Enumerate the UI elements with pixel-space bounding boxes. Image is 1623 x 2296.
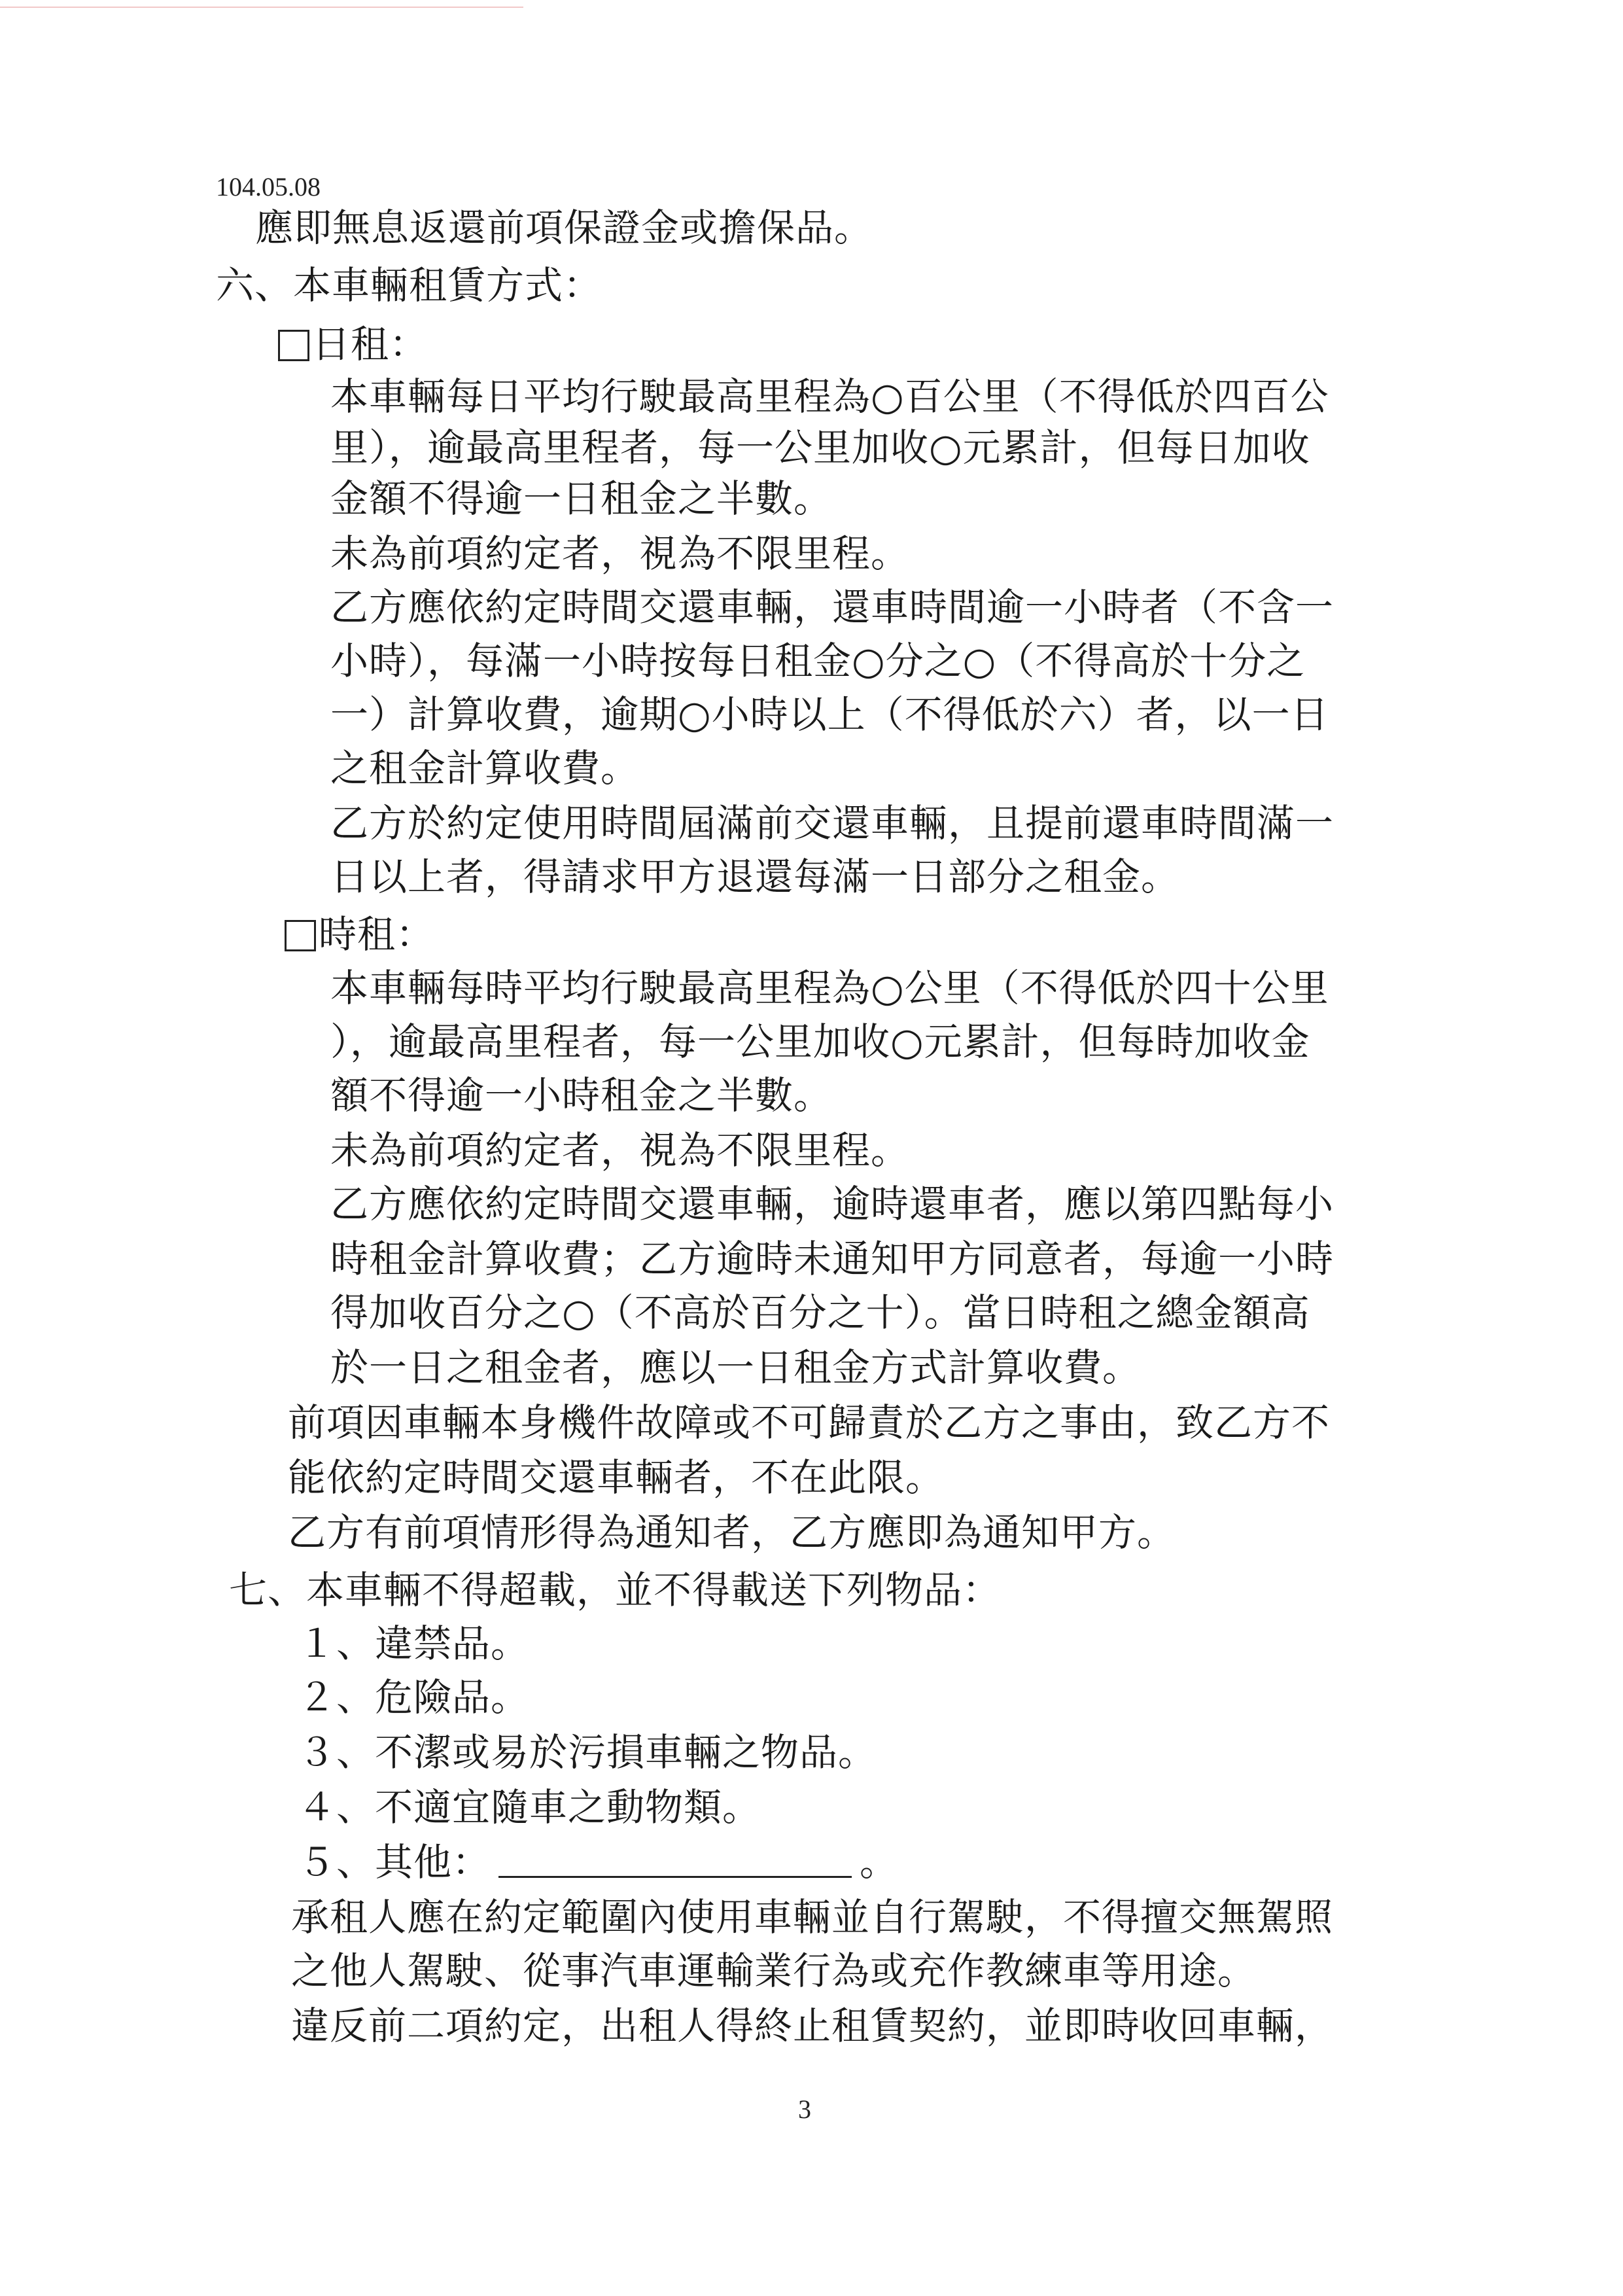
list-item: ２、危險品。 <box>298 1675 530 1720</box>
list-item-other <box>298 1839 898 1886</box>
text-line: 乙方有前項情形得為通知者，乙方應即為通知甲方。 <box>288 1510 1176 1555</box>
text-line: 違反前二項約定，出租人得終止租賃契約，並即時收回車輛， <box>291 2004 1334 2048</box>
text-line: 未為前項約定者，視為不限里程。 <box>330 1128 910 1173</box>
text-line: 時租金計算收費；乙方逾時未通知甲方同意者，每逾一小時 <box>330 1237 1335 1281</box>
text-line: 金額不得逾一日租金之半數。 <box>330 476 833 521</box>
text-line: 小時），每滿一小時按每日租金○分之○（不得高於十分之 <box>330 639 1306 683</box>
top-edge-line <box>0 7 523 8</box>
section-heading-7: 七、本車輛不得超載，並不得載送下列物品： <box>229 1568 1002 1612</box>
text-line: 里），逾最高里程者，每一公里加收○元累計，但每日加收 <box>330 425 1310 470</box>
option-daily-rental <box>278 321 428 368</box>
text-line: 於一日之租金者，應以一日租金方式計算收費。 <box>330 1345 1142 1390</box>
text-line: 之他人駕駛、從事汽車運輸業行為或充作教練車等用途。 <box>291 1949 1257 1993</box>
text-line: 應即無息返還前項保證金或擔保品。 <box>255 205 873 250</box>
text-line: 之租金計算收費。 <box>330 746 640 790</box>
hourly-rental-checkbox[interactable] <box>285 920 316 951</box>
option-label: 時租： <box>319 912 435 957</box>
text-line: 乙方應依約定時間交還車輛，逾時還車者，應以第四點每小 <box>330 1182 1335 1226</box>
text-line: 前項因車輛本身機件故障或不可歸責於乙方之事由，致乙方不 <box>288 1400 1331 1445</box>
text-line: 未為前項約定者，視為不限里程。 <box>330 531 910 576</box>
text-line: 額不得逾一小時租金之半數。 <box>330 1073 833 1118</box>
option-hourly-rental <box>285 911 434 958</box>
daily-rental-checkbox[interactable] <box>278 330 309 361</box>
text-line: 本車輛每時平均行駛最高里程為○公里（不得低於四十公里 <box>330 966 1329 1010</box>
text-line: 乙方應依約定時間交還車輛，還車時間逾一小時者（不含一 <box>330 585 1335 629</box>
page-number: 3 <box>798 2094 811 2124</box>
document-date: 104.05.08 <box>216 172 321 202</box>
section-heading-6: 六、本車輛租賃方式： <box>216 263 602 308</box>
text-line: 日以上者，得請求甲方退還每滿一日部分之租金。 <box>330 855 1180 899</box>
text-line: 得加收百分之○（不高於百分之十）。當日時租之總金額高 <box>330 1290 1310 1335</box>
text-line: 能依約定時間交還車輛者，不在此限。 <box>288 1455 945 1500</box>
text-line: 承租人應在約定範圍內使用車輛並自行駕駛，不得擅交無駕照 <box>291 1895 1334 1939</box>
option-label: 日租： <box>312 322 428 366</box>
other-blank-field[interactable] <box>498 1843 852 1878</box>
list-item: ４、不適宜隨車之動物類。 <box>298 1785 761 1829</box>
list-item: １、違禁品。 <box>298 1621 530 1666</box>
text-line: 本車輛每日平均行駛最高里程為○百公里（不得低於四百公 <box>330 374 1329 419</box>
text-line: ），逾最高里程者，每一公里加收○元累計，但每時加收金 <box>330 1019 1310 1064</box>
list-item: ３、不潔或易於污損車輛之物品。 <box>298 1730 877 1775</box>
list-item-end: 。 <box>860 1840 899 1884</box>
list-item-label: ５、其他： <box>298 1840 491 1884</box>
text-line: 一）計算收費，逾期○小時以上（不得低於六）者，以一日 <box>330 692 1329 737</box>
text-line: 乙方於約定使用時間屆滿前交還車輛，且提前還車時間滿一 <box>330 801 1335 845</box>
